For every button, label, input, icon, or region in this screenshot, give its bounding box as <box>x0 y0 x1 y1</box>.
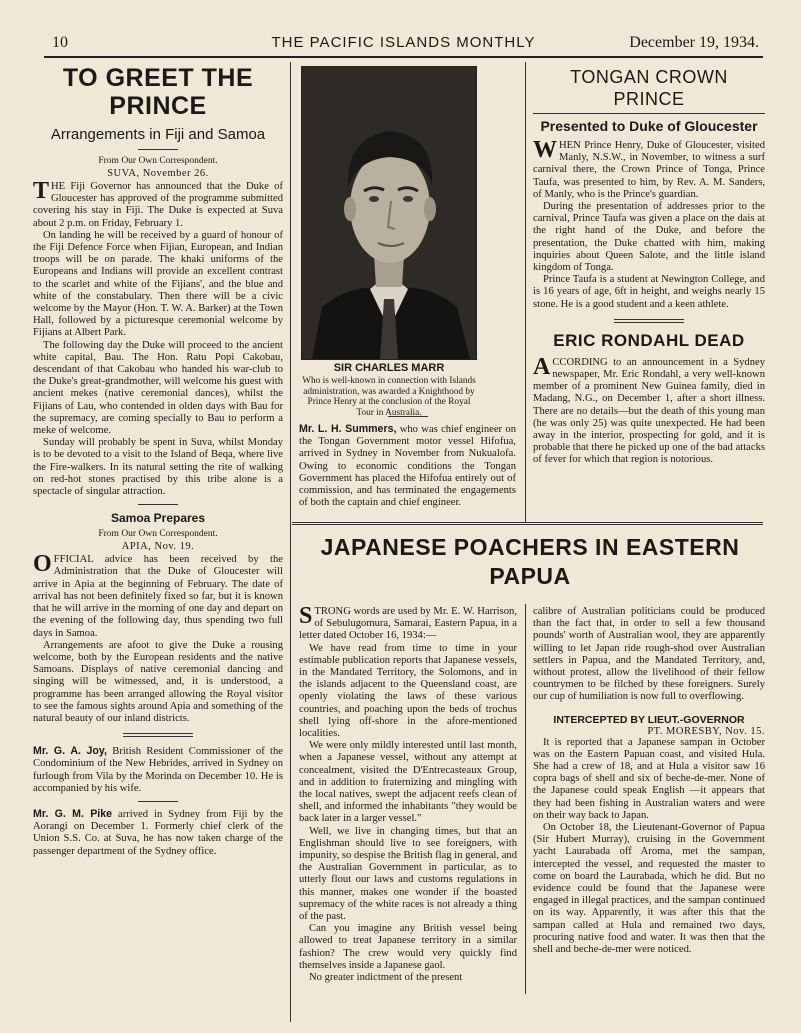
masthead <box>44 32 763 54</box>
divider <box>138 504 178 505</box>
paragraph: THE Fiji Governor has announced that the Duke of Gloucester has approved of the programme submitted covering his stay in Fiji. The Duke is expected at Suva about 2 p.m. on Friday, February 1. <box>33 178 283 229</box>
paragraph: Sunday will probably be spent in Suva, whilst Monday is to be devoted to a visit to the Island of Beqa, where live the Fire-walkers. In its natural setting the rite of walking on red-hot stones practised by this tribe alone is a spectacle of singular attraction. <box>33 437 283 498</box>
paragraph-pike: Mr. G. M. Pike arrived in Sydney from Fiji by the Aorangi on December 1. Formerly chief clerk of the Union S.S. Co. at Suva, he has now taken charge of the passenger department of the Sydney office. <box>33 807 283 857</box>
japanese-left-column <box>299 603 517 996</box>
paragraph: STRONG words are used by Mr. E. W. Harrison, of Sebulugomura, Samarai, Eastern Papua, in a letter dated October 16, 1934:— <box>299 603 517 642</box>
column-rule-left <box>290 62 291 1022</box>
divider <box>138 801 178 802</box>
portrait-image <box>302 67 476 359</box>
divider <box>388 416 428 417</box>
divider <box>533 113 765 114</box>
column-fiji-samoa <box>33 64 283 1024</box>
correspondent-credit: From Our Own Correspondent. <box>98 156 218 166</box>
paragraph: During the presentation of addresses prior to the carnival, Prince Taufa was given a place on the dais at the right hand of the Duke, and before the presentation, the Duke chatted with him, making inquiries about Queen Salote, and the little island kingdom of Tonga. <box>533 201 765 274</box>
subhead-fiji-samoa: Arrangements in Fiji and Samoa <box>50 126 266 143</box>
caption-text: Who is well-known in connection with Islands administration, was awarded a Knighthood by Prince Henry at the conclusion of the Royal Tour in Australia. <box>302 376 476 418</box>
subhead-presented: Presented to Duke of Gloucester <box>540 118 758 134</box>
subhead-intercepted: INTERCEPTED BY LIEUT.-GOVERNOR <box>553 713 745 726</box>
headline-japanese-poachers: JAPANESE POACHERS IN EASTERN PAPUA <box>320 534 740 589</box>
issue-date: December 19, 1934. <box>629 34 759 51</box>
divider <box>123 733 193 737</box>
paragraph: Arrangements are afoot to give the Duke a rousing welcome, both by the European residents and the native Samoans. Displays of native ceremonial dancing and singing will be witnessed, and, it is understood, a programme has been arranged allowing the Royal visitor to see the famous sights around Apia and something of the natural beauty of our inland districts. <box>33 639 283 724</box>
subhead-samoa-prepares: Samoa Prepares <box>110 511 206 526</box>
paragraph: It is reported that a Japanese sampan in October was on the Eastern Papuan coast, and visited Hula. She had a crew of 18, and at Hula a visitor saw 16 copra bags of shell and six of beche-de-mer. None of the Japanese could speak English —it appears that they had been fishing in Australian waters and were on their way back to Japan. <box>533 736 765 821</box>
column-tongan-prince <box>533 66 765 518</box>
divider <box>138 149 178 150</box>
japanese-headline-block <box>300 533 760 599</box>
correspondent-credit: From Our Own Correspondent. <box>98 529 218 540</box>
summers-item <box>299 416 516 516</box>
paragraph: Can you imagine any British vessel being allowed to treat Japanese territory in a similar fashion? The crew would very quickly find themselves inside a Japanese gaol. <box>299 923 517 971</box>
masthead-rule <box>44 56 763 58</box>
section-rule <box>292 522 763 525</box>
paragraph-rondahl: ACCORDING to an announcement in a Sydney newspaper, Mr. Eric Rondahl, a very well-known member of a prominent New Guinea family, died in Madang, N.G., on December 1, after a short illness. There are no details—but the death of this young man (he was only 25) was quite unexpected. He had been away in the interior, prospecting for gold, and it is probable that there he picked up one of the bad attacks of fever for which that region is notorious. <box>533 353 765 466</box>
paragraph: No greater indictment of the present <box>309 972 463 984</box>
portrait-photo <box>301 66 477 360</box>
page-number: 10 <box>52 34 68 51</box>
headline-tongan-prince: TONGAN CROWN PRINCE <box>570 67 728 109</box>
paragraph: We were only mildly interested until last month, when a Japanese vessel, without any attempt at concealment, visited the D'Entrecasteaux Group, and in addition to fraternizing and mingling with the local natives, swept the adjacent reefs clean of shell, and informed the inhabitants "they would be back later in a larger vessel." <box>299 740 517 825</box>
paragraph: OFFICIAL advice has been received by the Administration that the Duke of Gloucester will arrive in Apia at the beginning of February. The date of arrival has not been definitely fixed so far, but it is known that he will arrive in the morning of one day and depart on the evening of the following day, thus spending two full days in Samoa. <box>33 551 283 639</box>
paragraph: WHEN Prince Henry, Duke of Gloucester, visited Manly, N.S.W., in November, to witness a surf carnival there, the Crown Prince of Tonga, Prince Taufa, was presented to him, by Rev. A. M. Sanders, of Manly, who is the Prince's guardian. <box>533 137 765 200</box>
paragraph: We have read from time to time in your estimable publication reports that Japanese vessels, in the Mandated Territory, the Solomons, and in the islands adjacent to the Queensland coast, are openly violating the laws of these various countries, and poaching upon the beds of trochus shell lying off-shore in the afore-mentioned localities. <box>299 642 517 740</box>
caption-title: SIR CHARLES MARR <box>333 362 445 374</box>
column-rule-right-bottom <box>525 604 526 994</box>
paragraph: Prince Taufa is a student at Newington College, and is 16 years of age, 6ft in height, and weighs nearly 15 stone. He is a good student and a keen athlete. <box>533 274 765 310</box>
paragraph-joy: Mr. G. A. Joy, British Resident Commissioner of the Condominium of the New Hebrides, arrived in Sydney on furlough from Vila by the Morinda on December 10. He is accompanied by his wife. <box>33 745 283 794</box>
paragraph: On October 18, the Lieutenant-Governor of Papua (Sir Hubert Murray), cruising in the Government yacht Laurabada off Aroma, met the sampan, intercepted the vessel, and requested the master to come on board the Laurabada, which he did. But no evidence could be found that the Japanese were engaged in illegal practices, and the sampan continued on its way. Apparently, it was after this that the sampan called at Hula and remained two days, procuring native food and water. It was then that the shell and beche-de-mer were noticed. <box>533 822 765 956</box>
dateline-moresby: PT. MORESBY, Nov. 15. <box>647 725 765 737</box>
headline-greet-prince: TO GREET THE PRINCE <box>62 64 254 120</box>
headline-rondahl: ERIC RONDAHL DEAD <box>553 330 745 350</box>
paragraph: Well, we live in changing times, but that an Englishman should live to see foreigners, with impunity, so despise the British flag in general, and the Australian Government in particular, as to utterly flout our laws and customs regulations in this manner, makes one wonder if the boasted supremacy of the white races is not already a thing of the past. <box>299 825 517 923</box>
photo-caption-block <box>301 362 477 418</box>
paragraph: On landing he will be received by a guard of honour of the Fiji Defence Force when Fijian, European, and Indian troops will be on parade. The khaki uniforms of the Europeans and Indians will provide an excellent contrast to the scarlet and white of the Fijians', and the blue and white of the constabulary. Then there will be a civic welcome by the Mayor (Hon. T. W. A. Barker) at the Town Hall, followed by a picturesque ceremonial welcome by Fijians at Albert Park. <box>33 229 283 339</box>
publication-title: THE PACIFIC ISLANDS MONTHLY <box>271 34 536 51</box>
dateline-suva: SUVA, November 26. <box>107 168 209 179</box>
column-rule-right-top <box>525 62 526 522</box>
japanese-right-column <box>533 606 765 996</box>
paragraph: The following day the Duke will proceed to the ancient white capital, Bau. The Hon. Ratu Popi Cakobau, descendant of that Cakobau who handed his war-club to the Duke's great-grandmother, will welcome his guest with ancient mekes (native ceremonial dances), whilst the Fijians of Lau, who contended in olden days with Bau for the supremacy, are coming specially to Bau to perform a meke of welcome. <box>33 339 283 437</box>
paragraph: calibre of Australian politicians could be produced than the fact that, in order to sell a few thousand pounds' worth of Australian wool, they are apparently willing to let Japan ride rough-shod over Australian settlers in Papua, and the Mandated Territory, and, without protest, allow the livelihood of their fellow countrymen to be filched by these foreigners. Surely our cup of humiliation is now full to overflowing. <box>533 606 765 703</box>
divider <box>614 319 684 323</box>
dateline-apia: APIA, Nov. 19. <box>121 541 195 553</box>
paragraph-summers: Mr. L. H. Summers, who was chief engineer on the Tongan Government motor vessel Hifofua, arrived in Sydney in November from Nukualofa. Owing to economic conditions the Tongan Government has placed the Hifofua entirely out of commission, and has terminated the engagements of both the captain and chief engineer. <box>299 423 516 509</box>
